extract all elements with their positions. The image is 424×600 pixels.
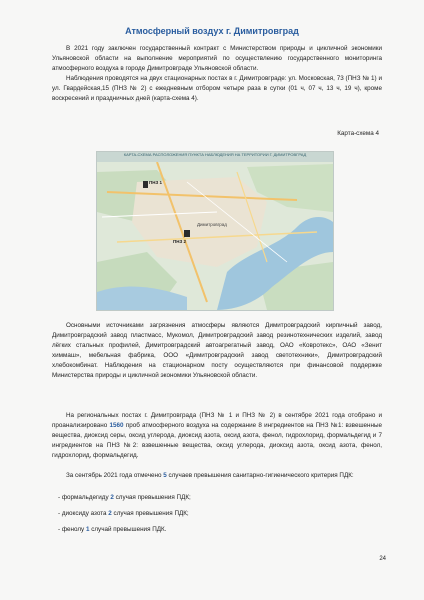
map-header: КАРТА-СХЕМА РАСПОЛОЖЕНИЯ ПУНКТА НАБЛЮДЕНИЯ НА ТЕРРИТОРИИ Г. ДИМИТРОВГРАД [97, 152, 333, 162]
exceed-text-after: случаев превышения санитарно-гигиенического критерия ПДК: [166, 472, 354, 479]
exceed-section [52, 471, 382, 481]
intro-section [52, 44, 382, 104]
list-item [58, 525, 191, 535]
list-item-count: 2 [108, 510, 112, 517]
results-text-after: проб атмосферного воздуха на содержание 8 ингредиентов на ПНЗ №1: взвешенные вещества, диоксид серы, оксид углерода, диоксид азота, оксид азота, фенол, гидрохлорид, формальдегид и 7 ингредиентов на ПНЗ №2: взвешенные вещества, оксид углерода, диоксид азота, оксид азота, фенол, гидрохлорид, формальдегид. [52, 422, 382, 459]
intro-paragraph-1: В 2021 году заключен государственный контракт с Министерством природы и цикличной экономики Ульяновской области на выполнение мероприятий по осуществлению государственного мониторинга атмосферного воздуха в городе Димитровграде Ульяновской области. [52, 45, 382, 72]
list-item [58, 493, 191, 503]
page-title: Атмосферный воздух г. Димитровград [125, 26, 299, 36]
exceed-text-before: За сентябрь 2021 года отмечено [66, 472, 164, 479]
list-item-text: случая превышения ПДК; [113, 494, 191, 501]
exceed-list [58, 493, 191, 535]
sources-section [52, 321, 382, 381]
map-graphic [97, 152, 333, 310]
map-label-city: Димитровград [197, 222, 227, 227]
list-item-name: - формальдегиду [58, 494, 111, 501]
exceed-count: 5 [163, 472, 167, 479]
list-item-text: случай превышения ПДК. [89, 526, 167, 533]
list-item-name: - диоксиду азота [58, 510, 109, 517]
results-text-before: На региональных постах г. Димитровграда (ПНЗ № 1 и ПНЗ № 2) в сентябре 2021 года отобрано и проанализировано [52, 412, 382, 429]
exceed-paragraph [52, 471, 382, 481]
sources-paragraph: Основными источниками загрязнения атмосферы являются Димитровградский кирпичный завод, Димитровградский завод пластмасс, Мукомол, Димитровградский завод резинотехнических изделий, завод лёгких стальных профилей, Димитровградский автоагрегатный завод, ОАО «Ковротекс», ОАО «Зенит химмаш», мебельная фабрика, ООО «Димитровградский завод светотехники», Димитровградский хлебокомбинат. Наблюдения на стационарном посту осуществляются при финансовой поддержке Министерства природы и цикличной экономики Ульяновской области. [52, 322, 382, 379]
map-caption: Карта-схема 4 [337, 130, 379, 137]
list-item [58, 509, 191, 519]
results-sample-count: 1560 [109, 422, 124, 429]
list-item-text: случая превышения ПДК; [111, 510, 189, 517]
results-section [52, 411, 382, 461]
map-label-pnz2: ПНЗ 2 [173, 239, 187, 244]
results-paragraph [52, 411, 382, 461]
intro-paragraph-2: Наблюдения проводятся на двух стационарных постах в г. Димитровграде: ул. Московская, 73 (ПНЗ № 1) и ул. Гвардейская,15 (ПНЗ № 2) с ежедневным отбором четыре раза в сутки (01 ч, 07 ч, 13 ч, 19 ч), кроме воскресений и праздничных дней (карта-схема 4). [52, 75, 382, 102]
map-image [96, 151, 334, 311]
list-item-count: 1 [85, 526, 90, 533]
map-label-pnz1: ПНЗ 1 [149, 180, 163, 185]
page-number: 24 [379, 556, 386, 562]
list-item-count: 2 [110, 494, 114, 501]
list-item-name: - фенолу [58, 526, 86, 533]
